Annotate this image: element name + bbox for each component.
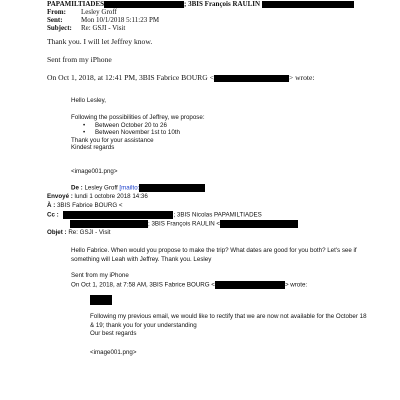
reply-sent-from: Sent from my iPhone [47,55,112,64]
q1-bullet: • Between November 1st to 10th [83,129,205,137]
cc-line [47,211,262,219]
objet-value: Re: GSJI - Visit [68,229,111,236]
redaction [215,281,285,289]
q1-regards: Kindest regards [71,144,115,151]
envoye-line [47,193,148,200]
on-prefix: On Oct 1, 2018, at 12:41 PM, 3BIS Fabrice BOURG < [47,73,214,82]
q2-on-prefix: On Oct 1, 2018, at 7:58 AM, 3BIS Fabrice BOURG < [71,281,215,289]
de-label: De : [71,184,83,192]
q2-image-placeholder: <image001.png> [90,349,137,356]
subject-line [47,24,125,32]
on-suffix: > wrote: [288,73,315,82]
from-label: From: [47,8,66,16]
q2-sent-from: Sent from my iPhone [71,272,129,279]
q1-bullet-list [83,122,205,137]
a-line [47,202,123,209]
a-value: 3BIS Fabrice BOURG < [56,202,123,209]
subject-value: Re: GSJI - Visit [81,24,126,32]
q2-on-suffix: > wrote: [284,281,308,289]
de-mailto-link[interactable]: [mailto: [119,184,140,192]
q2-on-line [71,281,307,289]
to-prefix: PAPAMILTIADES [47,0,105,8]
sent-label: Sent: [47,16,63,24]
q1-greeting: Hello Lesley, [71,97,106,104]
redaction [220,220,298,228]
envoye-label: Envoyé : [47,193,73,200]
q2-regards: Our best regards [90,330,137,337]
q2-paragraph: Hello Fabrice. When would you propose to make the trip? What dates are good for you both? Let's see if something will Leah with Jeffrey. Thank you. Lesley [71,247,357,263]
de-line [71,184,205,192]
redaction [139,184,205,192]
de-value: Lesley Groff [84,184,118,192]
q1-intro: Following the possibilities of Jeffrey, we propose: [71,114,205,121]
redaction [214,75,289,82]
to-line [47,0,354,8]
q1-image-placeholder: <image001.png> [71,168,118,175]
reply-on-line [47,73,315,82]
cc-mid: ; 3BIS Nicolas PAPAMILTIADES [173,211,262,219]
redaction [90,295,112,305]
cc-line-2 [70,220,298,228]
from-value: Lesley Groff [81,8,117,16]
reply-line: Thank you. I will let Jeffrey know. [47,37,153,46]
objet-label: Objet : [47,229,67,236]
q1-block [71,114,205,152]
from-line [47,8,117,16]
q1-bullet: • Between October 20 to 26 [83,122,205,130]
subject-label: Subject: [47,24,72,32]
q1-thanks: Thank you for your assistance [71,136,154,144]
a-label: À : [47,202,56,209]
q2-message: Following my previous email, we would like to rectify that we are now not available for the October 18 & 19; thank you for your understanding [90,313,367,329]
sent-value: Mon 10/1/2018 5:11:23 PM [81,16,160,24]
redaction [63,211,173,219]
redaction [262,1,354,8]
envoye-value: lundi 1 octobre 2018 14:36 [74,193,148,200]
redaction [70,220,148,228]
objet-line [47,229,111,236]
cc-label: Cc : [47,211,59,219]
to-suffix: ; 3BIS François RAULIN [184,0,261,8]
redaction [104,1,184,8]
cc2-mid: ; 3BIS François RAULIN < [148,220,221,228]
sent-line [47,16,159,24]
